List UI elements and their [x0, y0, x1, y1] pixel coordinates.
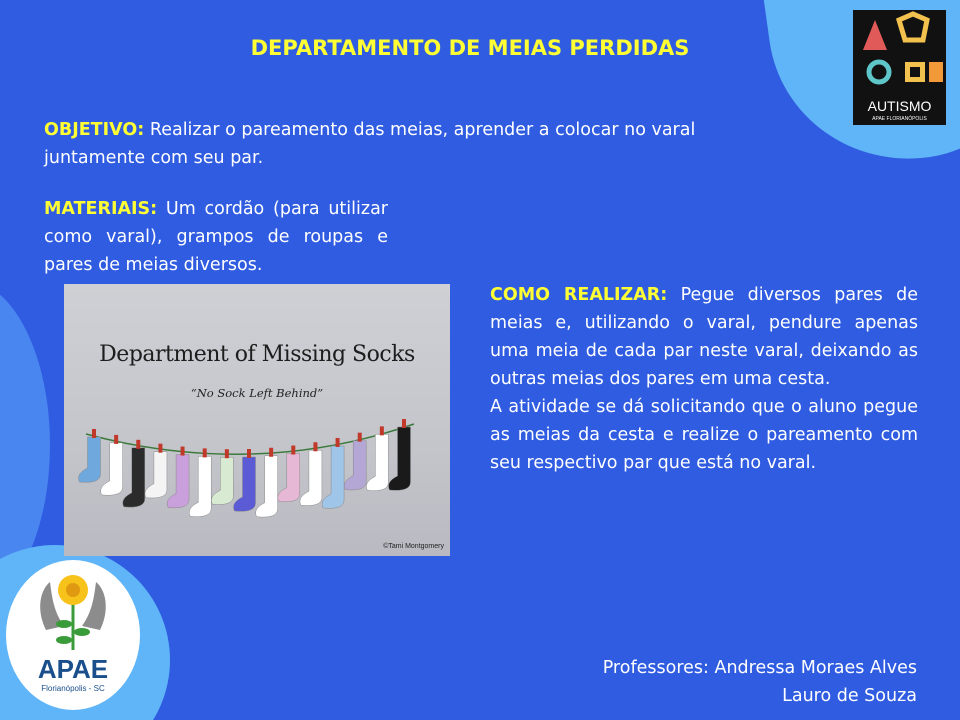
hanging-sock — [278, 446, 300, 502]
hanging-sock — [234, 449, 256, 511]
photo-credit: ©Tami Montgomery — [383, 543, 444, 550]
hanging-sock — [189, 448, 211, 516]
hanging-sock — [123, 440, 145, 507]
credits-block — [603, 654, 917, 710]
apae-logo — [6, 560, 140, 710]
credits-line-2: Lauro de Souza — [782, 686, 917, 706]
apae-logo-sub: Florianópolis - SC — [41, 684, 105, 693]
slide-title: DEPARTAMENTO DE MEIAS PERDIDAS — [250, 36, 690, 60]
como-realizar-text-2: A atividade se dá solicitando que o aluno pegue as meias da cesta e realize o pareamento com seu respectivo par que está no varal. — [490, 397, 918, 473]
apae-logo-word: APAE — [37, 654, 109, 684]
objetivo-paragraph — [44, 116, 784, 172]
hanging-sock — [344, 433, 366, 490]
materiais-label: MATERIAIS: — [44, 199, 158, 219]
autismo-logo — [853, 10, 946, 125]
como-realizar-label: COMO REALIZAR: — [490, 285, 668, 305]
materiais-paragraph — [44, 195, 388, 279]
hanging-sock — [79, 429, 101, 482]
autismo-logo-sub: APAE FLORIANÓPOLIS — [872, 116, 927, 122]
photo-sign-subtitle: “No Sock Left Behind” — [190, 386, 324, 400]
objetivo-text: Realizar o pareamento das meias, aprender a colocar no varal juntamente com seu par. — [44, 120, 696, 168]
hanging-sock — [256, 448, 278, 517]
hanging-sock — [300, 442, 322, 505]
objetivo-label: OBJETIVO: — [44, 120, 145, 140]
hanging-sock — [167, 447, 189, 508]
hanging-sock — [366, 426, 388, 490]
hanging-sock — [101, 435, 123, 495]
autismo-shapes-icon — [853, 10, 946, 100]
photo-sign-title: Department of Missing Socks — [99, 342, 415, 367]
hanging-sock — [322, 438, 344, 508]
credits-line-1: Professores: Andressa Moraes Alves — [602, 658, 917, 678]
autismo-logo-word: AUTISMO — [867, 98, 932, 114]
hanging-sock — [389, 419, 411, 490]
como-realizar-paragraph — [490, 281, 918, 477]
como-realizar-text: Pegue diversos pares de meias e, utilizando o varal, pendure apenas uma meia de cada par neste varal, deixando as outras meias dos pares em uma cesta. — [490, 285, 918, 389]
materiais-text: Um cordão (para utilizar como varal), grampos de roupas e pares de meias diversos. — [44, 199, 388, 275]
hanging-sock — [211, 449, 233, 504]
hanging-sock — [145, 444, 167, 498]
missing-socks-photo — [64, 284, 450, 556]
apae-flower-hands-icon — [6, 560, 140, 656]
clothesline-socks-illustration — [64, 284, 450, 556]
